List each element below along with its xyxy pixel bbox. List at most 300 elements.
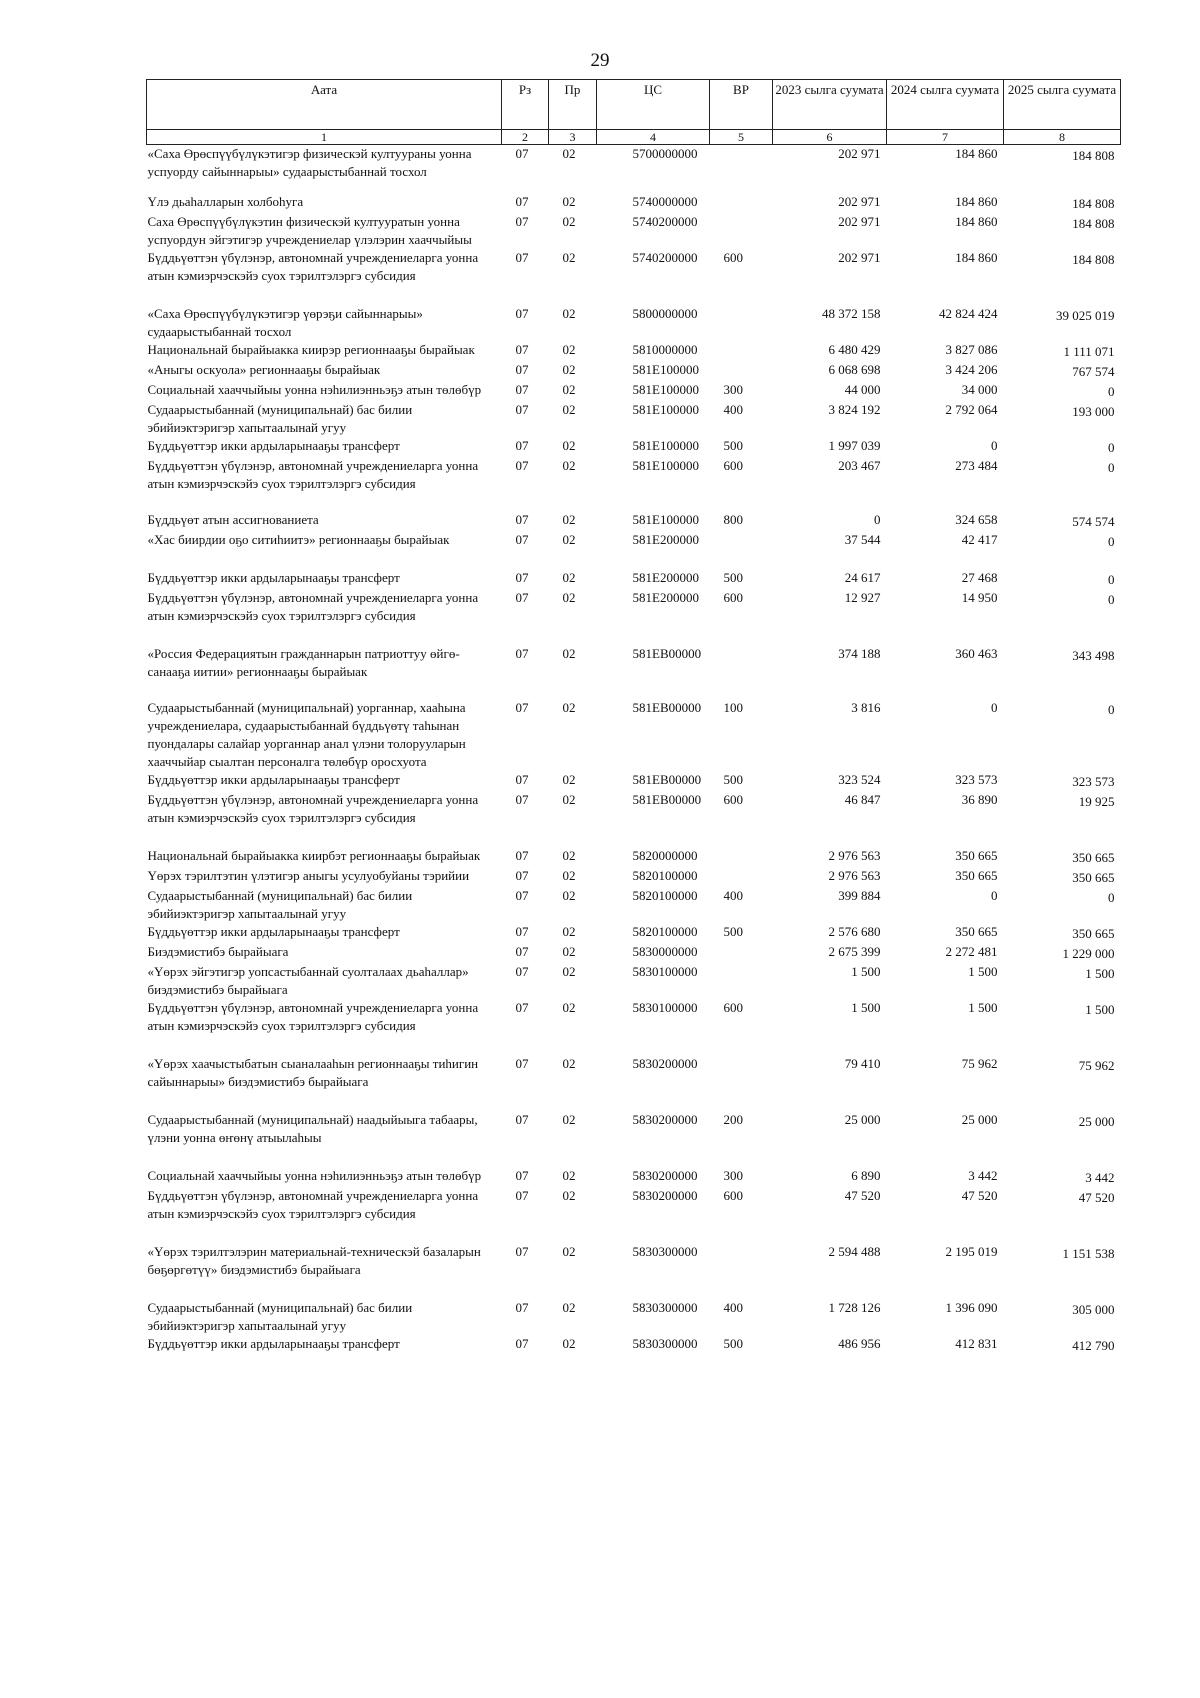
row-cs: 5820000000 xyxy=(632,848,698,863)
table-row xyxy=(147,963,1121,999)
row-amount-2025: 184 808 xyxy=(1072,252,1115,267)
row-amount-2025: 0 xyxy=(1108,384,1115,399)
row-rz: 07 xyxy=(515,1188,529,1203)
row-rz: 07 xyxy=(515,646,529,661)
row-amount-2024: 273 484 xyxy=(955,458,998,473)
row-pr: 02 xyxy=(562,888,576,903)
row-cs: 581EB00000 xyxy=(632,772,702,787)
row-cs: 581E100000 xyxy=(632,402,699,417)
row-amount-2024: 3 827 086 xyxy=(945,342,998,357)
row-amount-2023: 6 480 429 xyxy=(828,342,881,357)
row-rz: 07 xyxy=(515,570,529,585)
row-vr xyxy=(710,305,773,341)
row-pr: 02 xyxy=(562,792,576,807)
row-amount-2023: 2 976 563 xyxy=(828,868,881,883)
table-row xyxy=(147,305,1121,341)
row-amount-2024: 25 000 xyxy=(961,1112,998,1127)
row-cs: 5820100000 xyxy=(632,868,698,883)
row-amount-2024: 412 831 xyxy=(955,1336,998,1351)
row-pr: 02 xyxy=(562,1244,576,1259)
row-cs: 581E200000 xyxy=(632,590,699,605)
row-rz: 07 xyxy=(515,772,529,787)
row-name: «Россия Федерациятын гражданнарын патриоттуу өйгө-санааҕа иитии» регионнааҕы бырайыак xyxy=(147,646,460,679)
row-amount-2023: 6 068 698 xyxy=(828,362,881,377)
table-row xyxy=(147,341,1121,361)
row-vr xyxy=(710,531,773,569)
row-pr: 02 xyxy=(562,1000,576,1015)
row-cs: 5830200000 xyxy=(632,1168,698,1183)
row-vr xyxy=(710,213,773,249)
row-amount-2023: 1 728 126 xyxy=(828,1300,881,1315)
row-amount-2025: 767 574 xyxy=(1072,364,1115,379)
row-cs: 581EB00000 xyxy=(632,700,702,715)
row-rz: 07 xyxy=(515,944,529,959)
row-cs: 5830100000 xyxy=(632,964,698,979)
row-amount-2024: 27 468 xyxy=(961,570,998,585)
row-cs: 5740200000 xyxy=(632,214,698,229)
table-row xyxy=(147,437,1121,457)
column-number: 7 xyxy=(887,130,1004,145)
row-amount-2024: 0 xyxy=(991,888,998,903)
row-amount-2023: 374 188 xyxy=(838,646,881,661)
row-amount-2024: 2 272 481 xyxy=(945,944,998,959)
row-name: Бүддьүөттэн үбүлэнэр, автономнай учреждениеларга уонна атын кэмиэрчэскэйэ суох тэрилтэлэргэ субсидия xyxy=(147,590,479,623)
row-vr: 600 xyxy=(723,590,743,605)
row-vr: 500 xyxy=(723,570,743,585)
row-amount-2024: 2 792 064 xyxy=(945,402,998,417)
row-cs: 5700000000 xyxy=(632,146,698,161)
table-header-row xyxy=(147,80,1121,130)
table-row xyxy=(147,791,1121,847)
row-vr: 400 xyxy=(723,1300,743,1315)
row-amount-2023: 47 520 xyxy=(844,1188,881,1203)
row-amount-2024: 3 442 xyxy=(968,1168,998,1183)
row-cs: 5740200000 xyxy=(632,250,698,265)
row-vr: 500 xyxy=(723,438,743,453)
column-number: 2 xyxy=(502,130,549,145)
row-amount-2024: 360 463 xyxy=(955,646,998,661)
row-rz: 07 xyxy=(515,214,529,229)
row-amount-2025: 0 xyxy=(1108,572,1115,587)
row-cs: 5830000000 xyxy=(632,944,698,959)
row-cs: 581E100000 xyxy=(632,512,699,527)
row-vr: 500 xyxy=(723,924,743,939)
row-name: Судаарыстыбаннай (муниципальнай) наадыйыыга табаары, үлэни уонна өҥөнү атыылаһыы xyxy=(147,1112,478,1145)
row-name: Судаарыстыбаннай (муниципальнай) уорганнар, хааһына учреждениелара, судаарыстыбаннай бүддьүөтү таһынан пуондалары салайар уорганнар анал үлэни толорууларын хааччыйар сыалтан персоналга төлөбүр оросхуота xyxy=(147,700,466,769)
table-row xyxy=(147,145,1121,194)
row-pr: 02 xyxy=(562,1188,576,1203)
row-amount-2024: 2 195 019 xyxy=(945,1244,998,1259)
row-amount-2024: 184 860 xyxy=(955,250,998,265)
row-pr: 02 xyxy=(562,848,576,863)
row-cs: 5830200000 xyxy=(632,1112,698,1127)
row-amount-2025: 1 111 071 xyxy=(1063,344,1115,359)
row-amount-2025: 19 925 xyxy=(1078,794,1115,809)
row-amount-2023: 2 576 680 xyxy=(828,924,881,939)
row-amount-2024: 184 860 xyxy=(955,214,998,229)
row-cs: 5830100000 xyxy=(632,1000,698,1015)
row-amount-2025: 39 025 019 xyxy=(1056,308,1115,323)
row-amount-2025: 0 xyxy=(1108,534,1115,549)
row-amount-2023: 202 971 xyxy=(838,250,881,265)
row-amount-2024: 47 520 xyxy=(961,1188,998,1203)
row-rz: 07 xyxy=(515,868,529,883)
row-amount-2023: 202 971 xyxy=(838,194,881,209)
table-row xyxy=(147,1055,1121,1111)
row-amount-2024: 350 665 xyxy=(955,924,998,939)
row-amount-2025: 75 962 xyxy=(1078,1058,1115,1073)
row-amount-2023: 1 997 039 xyxy=(828,438,881,453)
row-pr: 02 xyxy=(562,382,576,397)
row-pr: 02 xyxy=(562,250,576,265)
row-amount-2025: 1 500 xyxy=(1085,1002,1115,1017)
row-amount-2023: 3 824 192 xyxy=(828,402,881,417)
row-vr: 100 xyxy=(723,700,743,715)
row-amount-2025: 184 808 xyxy=(1072,148,1115,163)
row-name: Судаарыстыбаннай (муниципальнай) бас билии эбийиэктэригэр хапытаалынай угуу xyxy=(147,888,413,921)
row-amount-2025: 1 151 538 xyxy=(1062,1246,1115,1261)
row-vr: 500 xyxy=(723,772,743,787)
row-amount-2025: 350 665 xyxy=(1072,870,1115,885)
row-amount-2025: 343 498 xyxy=(1072,648,1115,663)
row-amount-2025: 1 229 000 xyxy=(1062,946,1115,961)
row-pr: 02 xyxy=(562,1300,576,1315)
row-cs: 5740000000 xyxy=(632,194,698,209)
row-rz: 07 xyxy=(515,250,529,265)
row-name: «Үөрэх тэрилтэлэрин материальнай-техническэй базаларын бөҕөргөтүү» биэдэмистибэ бырайыага xyxy=(147,1244,481,1277)
row-vr: 600 xyxy=(723,1188,743,1203)
row-amount-2025: 1 500 xyxy=(1085,966,1115,981)
row-rz: 07 xyxy=(515,924,529,939)
row-pr: 02 xyxy=(562,772,576,787)
table-row xyxy=(147,1187,1121,1243)
row-pr: 02 xyxy=(562,1168,576,1183)
row-rz: 07 xyxy=(515,1244,529,1259)
row-amount-2024: 324 658 xyxy=(955,512,998,527)
row-vr: 500 xyxy=(723,1336,743,1351)
row-rz: 07 xyxy=(515,362,529,377)
row-name: Бүддьүөттэр икки ардыларынааҕы трансферт xyxy=(147,924,400,939)
row-amount-2024: 36 890 xyxy=(961,792,998,807)
column-number: 5 xyxy=(710,130,773,145)
row-amount-2023: 6 890 xyxy=(851,1168,881,1183)
row-rz: 07 xyxy=(515,964,529,979)
table-row xyxy=(147,1335,1121,1355)
row-amount-2023: 0 xyxy=(874,512,881,527)
row-pr: 02 xyxy=(562,402,576,417)
row-name: Бүддьүөттэр икки ардыларынааҕы трансферт xyxy=(147,438,400,453)
row-amount-2023: 2 594 488 xyxy=(828,1244,881,1259)
row-cs: 581EB00000 xyxy=(632,792,702,807)
row-pr: 02 xyxy=(562,214,576,229)
row-amount-2023: 44 000 xyxy=(844,382,881,397)
row-pr: 02 xyxy=(562,964,576,979)
row-name: Үөрэх тэрилтэтин үлэтигэр аныгы усулуобуйаны тэрийии xyxy=(147,868,470,883)
row-amount-2025: 3 442 xyxy=(1085,1170,1115,1185)
header-cs: ЦС xyxy=(597,80,710,130)
row-vr xyxy=(710,867,773,887)
row-amount-2025: 0 xyxy=(1108,440,1115,455)
row-pr: 02 xyxy=(562,570,576,585)
row-name: Бүддьүөттэр икки ардыларынааҕы трансферт xyxy=(147,1336,400,1351)
row-amount-2023: 1 500 xyxy=(851,1000,881,1015)
row-cs: 5830200000 xyxy=(632,1056,698,1071)
row-vr xyxy=(710,943,773,963)
row-amount-2024: 1 396 090 xyxy=(945,1300,998,1315)
row-amount-2024: 184 860 xyxy=(955,146,998,161)
row-vr: 600 xyxy=(723,250,743,265)
row-rz: 07 xyxy=(515,1168,529,1183)
column-number: 8 xyxy=(1004,130,1121,145)
table-row xyxy=(147,531,1121,569)
row-rz: 07 xyxy=(515,306,529,321)
row-pr: 02 xyxy=(562,194,576,209)
table-body xyxy=(147,145,1121,1356)
table-row xyxy=(147,847,1121,867)
row-amount-2023: 79 410 xyxy=(844,1056,881,1071)
row-rz: 07 xyxy=(515,1000,529,1015)
row-name: «Хас биирдии оҕо ситиһиитэ» регионнааҕы бырайыак xyxy=(147,532,450,547)
row-amount-2025: 184 808 xyxy=(1072,196,1115,211)
row-name: «Үөрэх хаачыстыбатын сыаналааһын регионнааҕы тиһигин сайыннарыы» биэдэмистибэ бырайыага xyxy=(147,1056,479,1089)
row-vr: 600 xyxy=(723,1000,743,1015)
row-cs: 581E200000 xyxy=(632,570,699,585)
row-amount-2025: 0 xyxy=(1108,890,1115,905)
row-vr: 800 xyxy=(723,512,743,527)
table-row xyxy=(147,1167,1121,1187)
table-row xyxy=(147,193,1121,213)
row-amount-2024: 42 824 424 xyxy=(939,306,998,321)
row-amount-2024: 323 573 xyxy=(955,772,998,787)
row-cs: 581E200000 xyxy=(632,532,699,547)
row-cs: 581E100000 xyxy=(632,382,699,397)
row-vr xyxy=(710,341,773,361)
table-row xyxy=(147,1299,1121,1335)
row-name: Национальнай бырайыакка киирэр регионнааҕы бырайыак xyxy=(147,342,475,357)
page-number: 29 xyxy=(590,50,610,71)
table-row xyxy=(147,361,1121,381)
row-name: Үлэ дьаһалларын холбоһуга xyxy=(147,194,304,209)
row-name: Бүддьүөттэн үбүлэнэр, автономнай учреждениеларга уонна атын кэмиэрчэскэйэ суох тэрилтэлэргэ субсидия xyxy=(147,458,479,491)
header-2023: 2023 сылга суумата xyxy=(773,80,887,130)
row-amount-2024: 0 xyxy=(991,700,998,715)
table-row xyxy=(147,569,1121,589)
row-name: Бүддьүөттэр икки ардыларынааҕы трансферт xyxy=(147,570,400,585)
row-cs: 5830300000 xyxy=(632,1300,698,1315)
table-row xyxy=(147,381,1121,401)
row-pr: 02 xyxy=(562,1056,576,1071)
row-cs: 581EB00000 xyxy=(632,646,702,661)
row-amount-2025: 412 790 xyxy=(1072,1338,1115,1353)
row-pr: 02 xyxy=(562,362,576,377)
row-amount-2023: 1 500 xyxy=(851,964,881,979)
row-pr: 02 xyxy=(562,868,576,883)
row-name: «Үөрэх эйгэтигэр уопсастыбаннай суолталаах дьаһаллар» биэдэмистибэ бырайыага xyxy=(147,964,469,997)
row-rz: 07 xyxy=(515,590,529,605)
row-name: «Аныгы оскуола» регионнааҕы бырайыак xyxy=(147,362,381,377)
row-amount-2024: 350 665 xyxy=(955,848,998,863)
row-pr: 02 xyxy=(562,944,576,959)
row-rz: 07 xyxy=(515,1336,529,1351)
row-pr: 02 xyxy=(562,146,576,161)
row-rz: 07 xyxy=(515,1112,529,1127)
budget-table xyxy=(146,79,1121,1355)
row-pr: 02 xyxy=(562,646,576,661)
row-vr xyxy=(710,847,773,867)
table-row xyxy=(147,699,1121,771)
row-amount-2025: 305 000 xyxy=(1072,1302,1115,1317)
row-amount-2024: 184 860 xyxy=(955,194,998,209)
row-name: «Саха Өрөспүүбүлүкэтигэр физическэй култуураны уонна успуорду сайыннарыы» судаарыстыбаннай тосхол xyxy=(147,146,472,179)
header-name: Аата xyxy=(147,80,502,130)
row-cs: 5830200000 xyxy=(632,1188,698,1203)
row-amount-2024: 350 665 xyxy=(955,868,998,883)
row-name: Бүддьүөт атын ассигнованиета xyxy=(147,512,319,527)
column-number-row xyxy=(147,130,1121,145)
row-amount-2024: 42 417 xyxy=(961,532,998,547)
row-name: Национальнай бырайыакка киирбэт регионнааҕы бырайыак xyxy=(147,848,481,863)
row-amount-2023: 46 847 xyxy=(844,792,881,807)
row-name: Бүддьүөттэн үбүлэнэр, автономнай учреждениеларга уонна атын кэмиэрчэскэйэ суох тэрилтэлэргэ субсидия xyxy=(147,250,479,283)
row-pr: 02 xyxy=(562,590,576,605)
table-row xyxy=(147,923,1121,943)
row-pr: 02 xyxy=(562,700,576,715)
row-amount-2024: 1 500 xyxy=(968,1000,998,1015)
row-name: Бүддьүөттэр икки ардыларынааҕы трансферт xyxy=(147,772,400,787)
row-amount-2024: 3 424 206 xyxy=(945,362,998,377)
row-amount-2025: 350 665 xyxy=(1072,850,1115,865)
row-amount-2023: 3 816 xyxy=(851,700,881,715)
table-row xyxy=(147,771,1121,791)
row-amount-2023: 399 884 xyxy=(838,888,881,903)
column-number: 1 xyxy=(147,130,502,145)
row-rz: 07 xyxy=(515,194,529,209)
row-amount-2023: 12 927 xyxy=(844,590,881,605)
row-cs: 5830300000 xyxy=(632,1336,698,1351)
row-amount-2023: 48 372 158 xyxy=(822,306,881,321)
row-rz: 07 xyxy=(515,438,529,453)
row-amount-2025: 0 xyxy=(1108,592,1115,607)
row-amount-2024: 1 500 xyxy=(968,964,998,979)
header-vr: ВР xyxy=(710,80,773,130)
row-amount-2023: 2 675 399 xyxy=(828,944,881,959)
row-amount-2025: 574 574 xyxy=(1072,514,1115,529)
column-number: 6 xyxy=(773,130,887,145)
row-amount-2023: 2 976 563 xyxy=(828,848,881,863)
row-amount-2024: 34 000 xyxy=(961,382,998,397)
row-name: Бүддьүөттэн үбүлэнэр, автономнай учреждениеларга уонна атын кэмиэрчэскэйэ суох тэрилтэлэргэ субсидия xyxy=(147,1000,479,1033)
row-rz: 07 xyxy=(515,1300,529,1315)
row-vr: 400 xyxy=(723,888,743,903)
row-amount-2023: 202 971 xyxy=(838,214,881,229)
row-cs: 581E100000 xyxy=(632,458,699,473)
row-cs: 5820100000 xyxy=(632,924,698,939)
row-amount-2025: 323 573 xyxy=(1072,774,1115,789)
row-rz: 07 xyxy=(515,512,529,527)
header-pr: Пр xyxy=(549,80,597,130)
table-row xyxy=(147,999,1121,1055)
header-2025: 2025 сылга суумата xyxy=(1004,80,1121,130)
row-cs: 5810000000 xyxy=(632,342,698,357)
row-amount-2024: 0 xyxy=(991,438,998,453)
row-rz: 07 xyxy=(515,1056,529,1071)
row-amount-2025: 47 520 xyxy=(1078,1190,1115,1205)
table-row xyxy=(147,249,1121,305)
row-name: «Саха Өрөспүүбүлүкэтигэр үөрэҕи сайыннарыы» судаарыстыбаннай тосхол xyxy=(147,306,423,339)
row-name: Социальнай хааччыйыы уонна нэһилиэнньэҕэ атын төлөбүр xyxy=(147,1168,482,1183)
row-amount-2023: 24 617 xyxy=(844,570,881,585)
row-name: Судаарыстыбаннай (муниципальнай) бас билии эбийиэктэригэр хапытаалынай угуу xyxy=(147,1300,413,1333)
row-cs: 581E100000 xyxy=(632,438,699,453)
table-row xyxy=(147,1111,1121,1167)
row-amount-2023: 323 524 xyxy=(838,772,881,787)
row-pr: 02 xyxy=(562,924,576,939)
row-name: Судаарыстыбаннай (муниципальнай) бас билии эбийиэктэригэр хапытаалынай угуу xyxy=(147,402,413,435)
row-rz: 07 xyxy=(515,888,529,903)
header-rz: Рз xyxy=(502,80,549,130)
row-rz: 07 xyxy=(515,382,529,397)
row-vr: 300 xyxy=(723,1168,743,1183)
row-amount-2024: 75 962 xyxy=(961,1056,998,1071)
row-name: Социальнай хааччыйыы уонна нэһилиэнньэҕэ атын төлөбүр xyxy=(147,382,482,397)
row-name: Бүддьүөттэн үбүлэнэр, автономнай учреждениеларга уонна атын кэмиэрчэскэйэ суох тэрилтэлэргэ субсидия xyxy=(147,792,479,825)
row-name: Бүддьүөттэн үбүлэнэр, автономнай учреждениеларга уонна атын кэмиэрчэскэйэ суох тэрилтэлэргэ субсидия xyxy=(147,1188,479,1221)
row-amount-2025: 193 000 xyxy=(1072,404,1115,419)
row-vr xyxy=(710,963,773,999)
row-amount-2023: 37 544 xyxy=(844,532,881,547)
table-row xyxy=(147,1243,1121,1299)
table-row xyxy=(147,887,1121,923)
row-amount-2025: 350 665 xyxy=(1072,926,1115,941)
table-row xyxy=(147,511,1121,531)
row-vr xyxy=(710,145,773,194)
row-vr: 200 xyxy=(723,1112,743,1127)
row-pr: 02 xyxy=(562,1112,576,1127)
row-rz: 07 xyxy=(515,848,529,863)
row-rz: 07 xyxy=(515,700,529,715)
row-amount-2025: 25 000 xyxy=(1078,1114,1115,1129)
row-vr xyxy=(710,1055,773,1111)
row-vr: 300 xyxy=(723,382,743,397)
row-pr: 02 xyxy=(562,342,576,357)
row-pr: 02 xyxy=(562,512,576,527)
row-pr: 02 xyxy=(562,532,576,547)
row-amount-2025: 0 xyxy=(1108,702,1115,717)
row-vr: 600 xyxy=(723,792,743,807)
row-amount-2023: 202 971 xyxy=(838,146,881,161)
header-2024: 2024 сылга суумата xyxy=(887,80,1004,130)
row-cs: 5800000000 xyxy=(632,306,698,321)
row-vr xyxy=(710,193,773,213)
column-number: 3 xyxy=(549,130,597,145)
row-amount-2025: 0 xyxy=(1108,460,1115,475)
table-row xyxy=(147,589,1121,645)
row-amount-2025: 184 808 xyxy=(1072,216,1115,231)
table-row xyxy=(147,867,1121,887)
row-amount-2023: 203 467 xyxy=(838,458,881,473)
row-vr xyxy=(710,645,773,699)
table-row xyxy=(147,645,1121,699)
row-rz: 07 xyxy=(515,402,529,417)
row-name: Биэдэмистибэ бырайыага xyxy=(147,944,289,959)
row-amount-2023: 486 956 xyxy=(838,1336,881,1351)
row-pr: 02 xyxy=(562,306,576,321)
row-name: Саха Өрөспүүбүлүкэтин физическэй култууратын уонна успуордун эйгэтигэр учреждениелар үлэлэрин хааччыйыы xyxy=(147,214,472,247)
row-vr: 600 xyxy=(723,458,743,473)
table-row xyxy=(147,943,1121,963)
row-pr: 02 xyxy=(562,458,576,473)
row-rz: 07 xyxy=(515,146,529,161)
